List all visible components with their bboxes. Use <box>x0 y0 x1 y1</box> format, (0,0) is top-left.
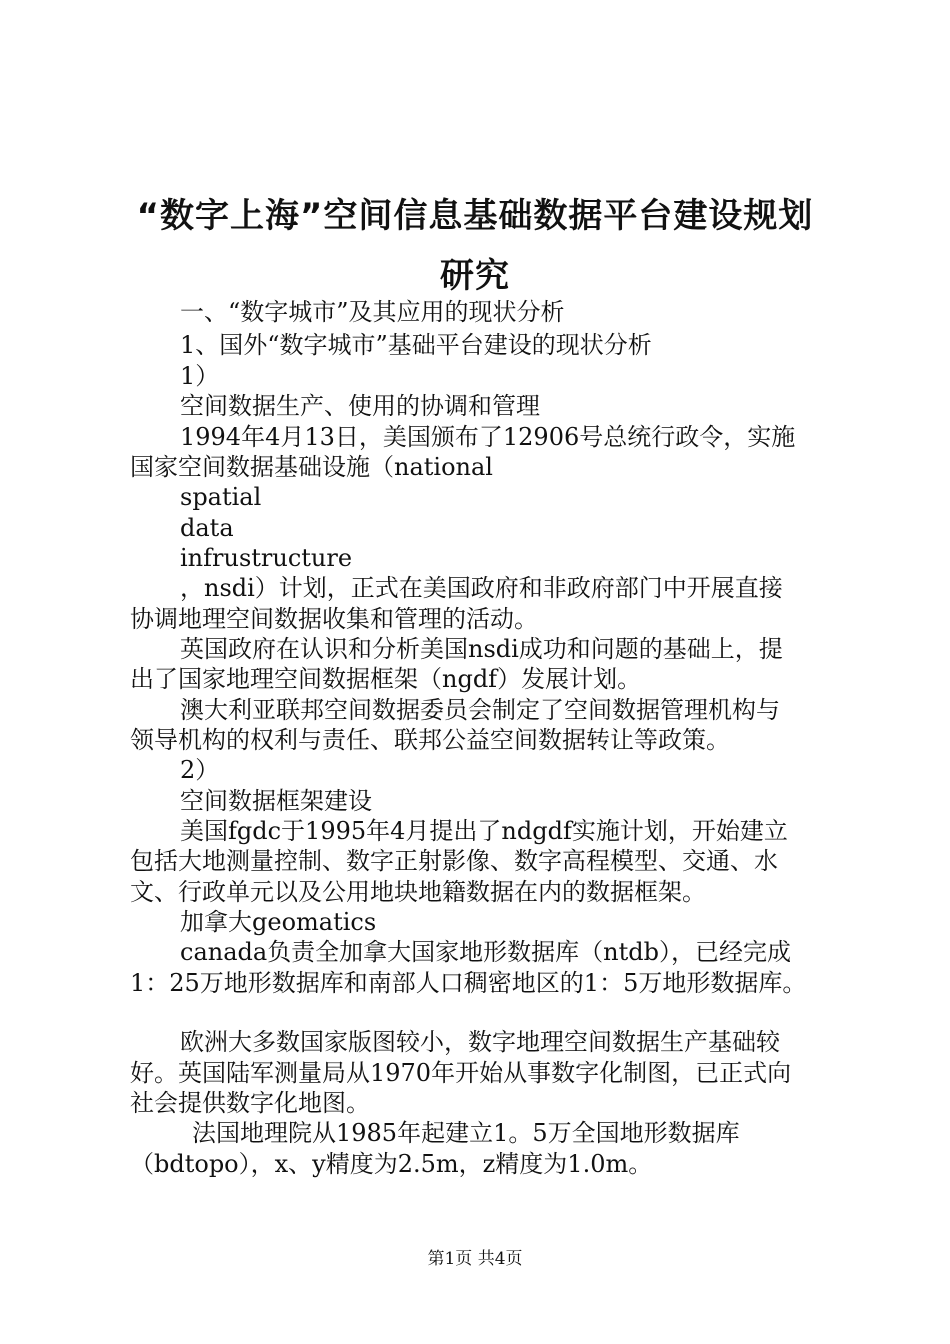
item-heading: 空间数据框架建设 <box>180 787 372 815</box>
paragraph-line: 澳大利亚联邦空间数据委员会制定了空间数据管理机构与 <box>180 696 780 724</box>
item-number: 1） <box>180 362 220 390</box>
paragraph-line: 社会提供数字化地图。 <box>130 1089 370 1117</box>
paragraph-line: data <box>180 514 234 542</box>
paragraph-line: 好。英国陆军测量局从1970年开始从事数字化制图，已正式向 <box>130 1059 792 1087</box>
paragraph-line: ，nsdi）计划，正式在美国政府和非政府部门中开展直接 <box>180 574 783 602</box>
paragraph-line: 协调地理空间数据收集和管理的活动。 <box>130 605 538 633</box>
paragraph-line: spatial <box>180 483 262 511</box>
paragraph-line: canada负责全加拿大国家地形数据库（ntdb），已经完成 <box>180 938 792 966</box>
item-heading: 空间数据生产、使用的协调和管理 <box>180 392 540 420</box>
paragraph-line: （bdtopo），x、y精度为2.5m，z精度为1.0m。 <box>130 1150 653 1178</box>
document-title-line-1: “数字上海”空间信息基础数据平台建设规划 <box>136 196 814 236</box>
paragraph-line: infrustructure <box>180 544 353 572</box>
paragraph-line: 美国fgdc于1995年4月提出了ndgdf实施计划，开始建立 <box>180 817 788 845</box>
item-number: 2） <box>180 756 220 784</box>
paragraph-line: 法国地理院从1985年起建立1。5万全国地形数据库 <box>192 1119 740 1147</box>
paragraph-line: 文、行政单元以及公用地块地籍数据在内的数据框架。 <box>130 878 706 906</box>
paragraph-line: 国家空间数据基础设施（national <box>130 453 493 481</box>
paragraph-line: 1：25万地形数据库和南部人口稠密地区的1：5万地形数据库。 <box>130 969 807 997</box>
paragraph-line: 1994年4月13日，美国颁布了12906号总统行政令，实施 <box>180 423 796 451</box>
section-heading: 一、“数字城市”及其应用的现状分析 <box>180 298 565 326</box>
paragraph-line: 出了国家地理空间数据框架（ngdf）发展计划。 <box>130 665 642 693</box>
subsection-heading: 1、国外“数字城市”基础平台建设的现状分析 <box>180 331 652 359</box>
paragraph-line: 加拿大geomatics <box>180 908 377 936</box>
paragraph-line: 欧洲大多数国家版图较小，数字地理空间数据生产基础较 <box>180 1028 780 1056</box>
paragraph-line: 领导机构的权利与责任、联邦公益空间数据转让等政策。 <box>130 726 730 754</box>
paragraph-line: 英国政府在认识和分析美国nsdi成功和问题的基础上，提 <box>180 635 783 663</box>
page-footer: 第1页 共4页 <box>427 1249 523 1269</box>
paragraph-line: 包括大地测量控制、数字正射影像、数字高程模型、交通、水 <box>130 847 778 875</box>
document-title-line-2: 研究 <box>440 256 510 296</box>
